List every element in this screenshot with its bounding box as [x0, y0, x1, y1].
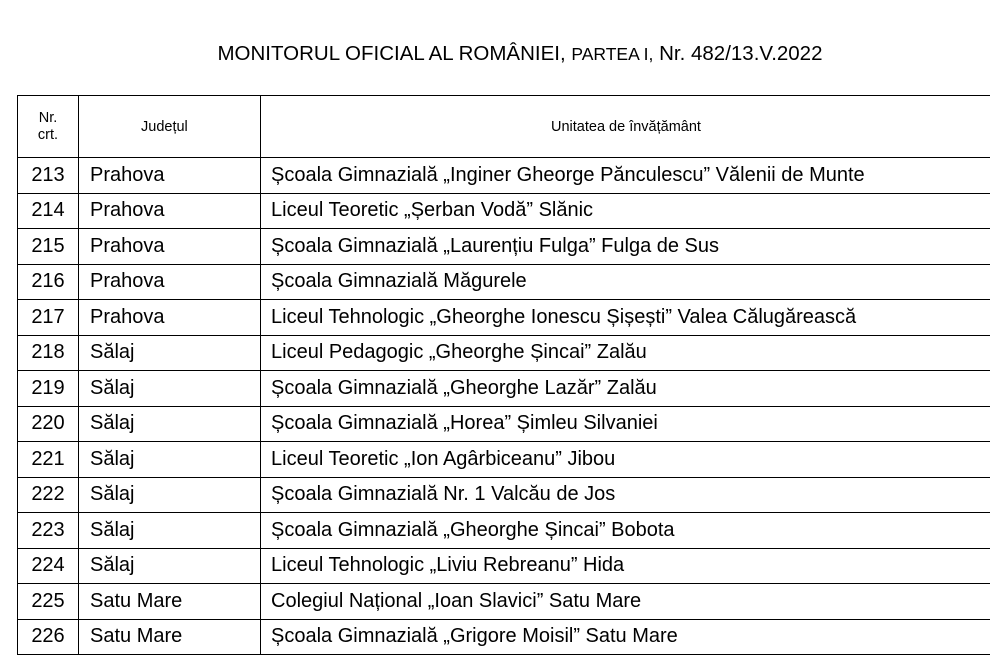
- cell-judet: Sălaj: [79, 335, 261, 371]
- cell-unitate: Liceul Teoretic „Ion Agârbiceanu” Jibou: [261, 442, 990, 478]
- table-row: [18, 619, 990, 655]
- publication-issue: Nr. 482/13.V.2022: [659, 42, 822, 65]
- column-header-nr: [18, 96, 79, 158]
- cell-nr: 213: [18, 158, 79, 194]
- cell-nr: 224: [18, 548, 79, 584]
- cell-judet: Sălaj: [79, 513, 261, 549]
- cell-unitate: Liceul Tehnologic „Gheorghe Ionescu Șișești” Valea Călugărească: [261, 300, 990, 336]
- cell-judet: Sălaj: [79, 548, 261, 584]
- cell-nr: 219: [18, 371, 79, 407]
- table-row: [18, 548, 990, 584]
- cell-judet: Prahova: [79, 158, 261, 194]
- cell-unitate: Liceul Teoretic „Șerban Vodă” Slănic: [261, 193, 990, 229]
- table-row: [18, 193, 990, 229]
- cell-judet: Satu Mare: [79, 619, 261, 655]
- cell-nr: 226: [18, 619, 79, 655]
- cell-nr: 215: [18, 229, 79, 265]
- cell-judet: Prahova: [79, 229, 261, 265]
- cell-unitate: Școala Gimnazială „Grigore Moisil” Satu Mare: [261, 619, 990, 655]
- cell-unitate: Liceul Tehnologic „Liviu Rebreanu” Hida: [261, 548, 990, 584]
- cell-unitate: Colegiul Național „Ioan Slavici” Satu Mare: [261, 584, 990, 620]
- cell-nr: 217: [18, 300, 79, 336]
- cell-judet: Sălaj: [79, 442, 261, 478]
- table-row: [18, 477, 990, 513]
- column-header-unitate: Unitatea de învățământ: [261, 96, 990, 158]
- table-row: [18, 229, 990, 265]
- publication-part: PARTEA I,: [571, 44, 653, 64]
- cell-nr: 218: [18, 335, 79, 371]
- column-header-nr-line1: Nr.: [39, 110, 58, 126]
- cell-judet: Satu Mare: [79, 584, 261, 620]
- cell-nr: 216: [18, 264, 79, 300]
- cell-nr: 223: [18, 513, 79, 549]
- page-header: [0, 42, 990, 66]
- table-header: [18, 96, 990, 158]
- cell-unitate: Școala Gimnazială Nr. 1 Valcău de Jos: [261, 477, 990, 513]
- cell-unitate: Școala Gimnazială „Inginer Gheorge Pănculescu” Vălenii de Munte: [261, 158, 990, 194]
- cell-judet: Sălaj: [79, 371, 261, 407]
- column-header-nr-line2: crt.: [38, 127, 58, 143]
- cell-judet: Prahova: [79, 193, 261, 229]
- cell-nr: 225: [18, 584, 79, 620]
- cell-nr: 220: [18, 406, 79, 442]
- cell-unitate: Școala Gimnazială „Gheorghe Lazăr” Zalău: [261, 371, 990, 407]
- cell-unitate: Liceul Pedagogic „Gheorghe Șincai” Zalău: [261, 335, 990, 371]
- schools-table: [17, 95, 990, 655]
- cell-unitate: Școala Gimnazială „Gheorghe Șincai” Bobota: [261, 513, 990, 549]
- table-row: [18, 371, 990, 407]
- cell-unitate: Școala Gimnazială „Horea” Șimleu Silvaniei: [261, 406, 990, 442]
- table-row: [18, 264, 990, 300]
- publication-title: MONITORUL OFICIAL AL ROMÂNIEI,: [217, 42, 565, 65]
- cell-unitate: Școala Gimnazială „Laurențiu Fulga” Fulga de Sus: [261, 229, 990, 265]
- cell-judet: Prahova: [79, 264, 261, 300]
- table-body: [18, 158, 990, 655]
- cell-judet: Sălaj: [79, 477, 261, 513]
- table-row: [18, 335, 990, 371]
- table-row: [18, 442, 990, 478]
- cell-nr: 221: [18, 442, 79, 478]
- table-row: [18, 406, 990, 442]
- table-row: [18, 158, 990, 194]
- cell-nr: 222: [18, 477, 79, 513]
- column-header-judet: Județul: [79, 96, 261, 158]
- table-row: [18, 584, 990, 620]
- cell-judet: Prahova: [79, 300, 261, 336]
- header-row: [18, 96, 990, 158]
- cell-nr: 214: [18, 193, 79, 229]
- cell-judet: Sălaj: [79, 406, 261, 442]
- table-row: [18, 513, 990, 549]
- cell-unitate: Școala Gimnazială Măgurele: [261, 264, 990, 300]
- table-row: [18, 300, 990, 336]
